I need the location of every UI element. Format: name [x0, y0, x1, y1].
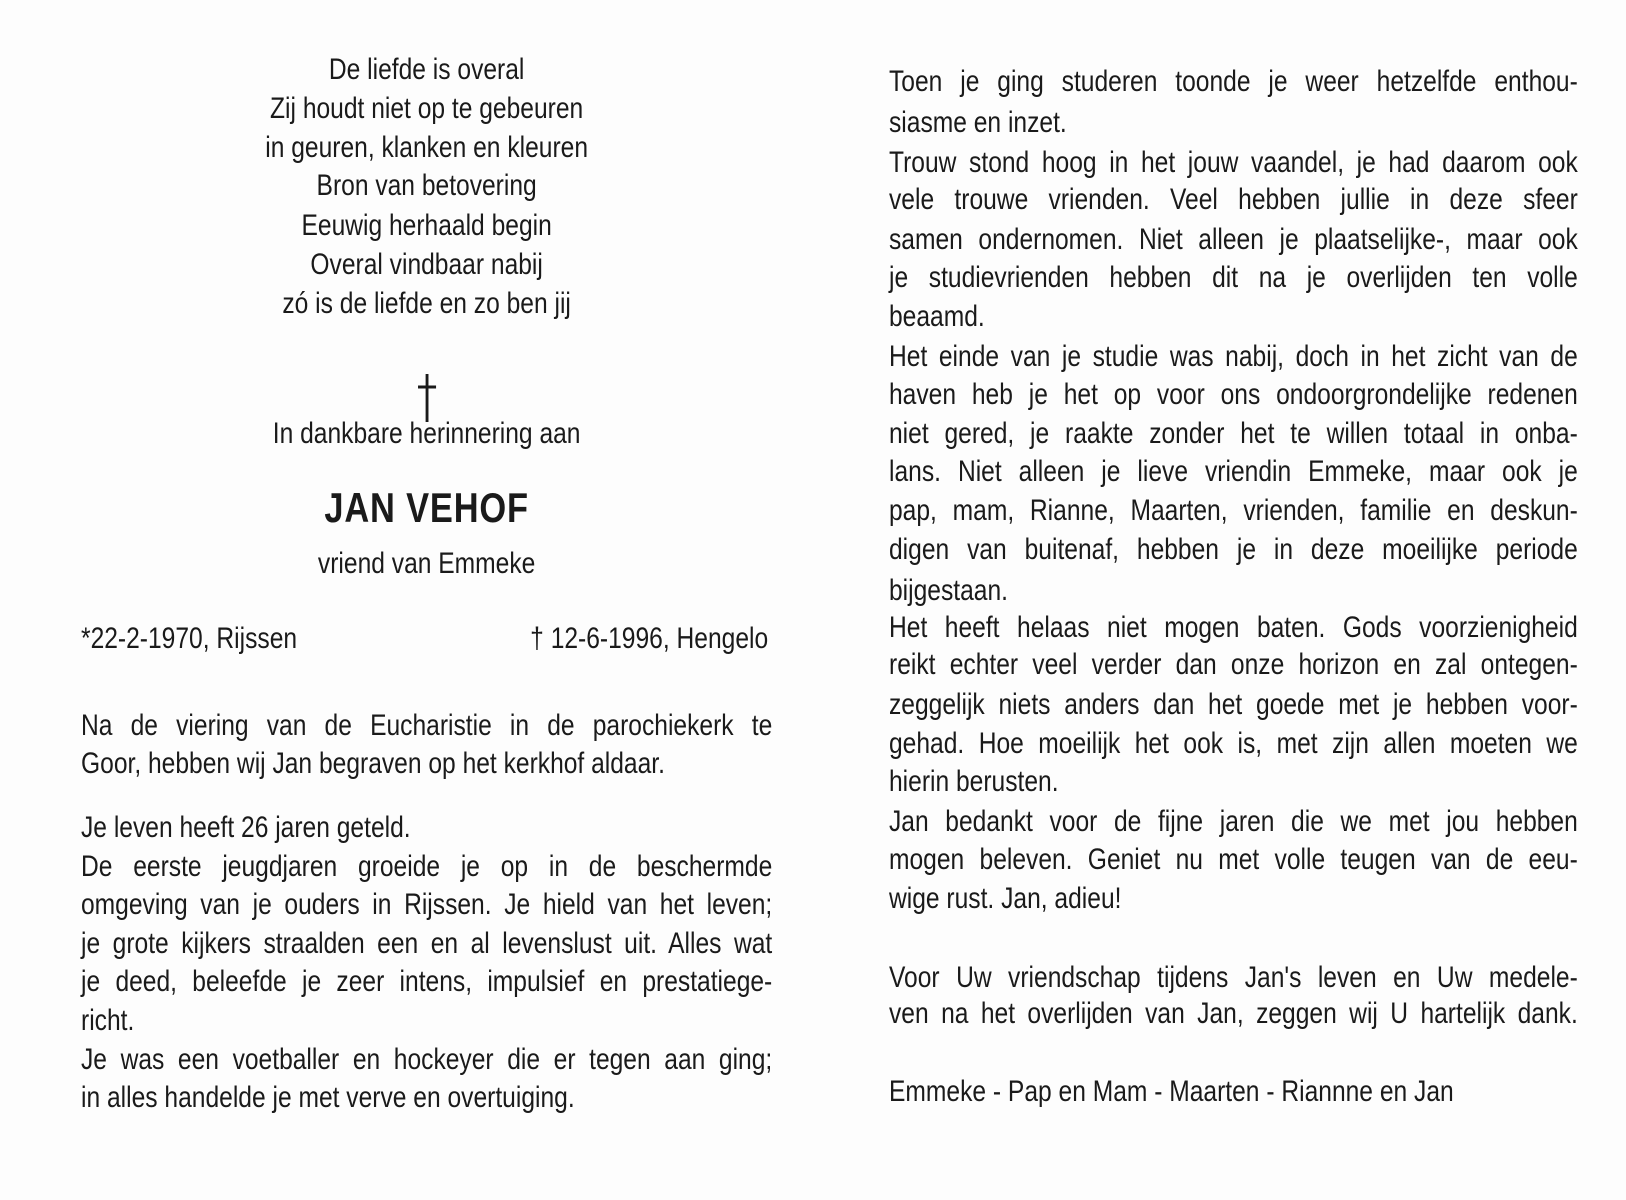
- text-line: gehad. Hoe moeilijk het ook is, met zijn allen moeten we: [889, 727, 1578, 760]
- text-line: mogen beleven. Geniet nu met volle teugen van de eeu-: [889, 843, 1578, 876]
- text-line: haven heb je het op voor ons ondoorgrondelijke redenen: [889, 378, 1578, 411]
- text-line: samen ondernomen. Niet alleen je plaatselijke-, maar ook: [889, 223, 1578, 256]
- poem-line: Bron van betovering: [316, 169, 537, 202]
- text-line: zeggelijk niets anders dan het goede met je hebben voor-: [889, 688, 1578, 721]
- life-dates: [81, 621, 768, 657]
- text-line: in alles handelde je met verve en overtuiging.: [81, 1081, 575, 1114]
- signature-line: Emmeke - Pap en Mam - Maarten - Riannne en Jan: [889, 1075, 1454, 1108]
- text-line: bijgestaan.: [889, 574, 1008, 607]
- thanks-line: ven na het overlijden van Jan, zeggen wij U hartelijk dank.: [889, 997, 1578, 1030]
- text-line: De eerste jeugdjaren groeide je op in de beschermde: [81, 850, 773, 883]
- text-line: richt.: [81, 1004, 135, 1037]
- text-line: Jan bedankt voor de fijne jaren die we met jou hebben: [889, 805, 1578, 838]
- text-line: Trouw stond hoog in het jouw vaandel, je had daarom ook: [889, 146, 1578, 179]
- text-line: Na de viering van de Eucharistie in de parochiekerk te: [81, 709, 773, 742]
- deceased-name: JAN VEHOF: [324, 484, 529, 531]
- poem-line: De liefde is overal: [328, 53, 525, 86]
- text-line: vele trouwe vrienden. Veel hebben jullie in deze sfeer: [889, 183, 1578, 216]
- dedication: In dankbare herinnering aan: [272, 417, 581, 450]
- text-line: niet gered, je raakte zonder het te willen totaal in onba-: [889, 417, 1578, 450]
- text-line: lans. Niet alleen je lieve vriendin Emmeke, maar ook je: [889, 455, 1578, 488]
- text-line: omgeving van je ouders in Rijssen. Je hield van het leven;: [81, 888, 773, 921]
- poem-line: Zij houdt niet op te gebeuren: [270, 92, 584, 125]
- text-line: hierin berusten.: [889, 765, 1059, 798]
- poem-line: zó is de liefde en zo ben jij: [282, 287, 571, 320]
- text-line: reikt echter veel verder dan onze horizon en zal ontegen-: [889, 648, 1578, 681]
- text-line: Het heeft helaas niet mogen baten. Gods voorzienigheid: [889, 611, 1578, 644]
- thanks-line: Voor Uw vriendschap tijdens Jan's leven en Uw medele-: [889, 961, 1578, 994]
- text-line: je deed, beleefde je zeer intens, impulsief en prestatiege-: [81, 965, 773, 998]
- text-line: pap, mam, Rianne, Maarten, vrienden, familie en deskun-: [889, 494, 1578, 527]
- text-line: Goor, hebben wij Jan begraven op het kerkhof aldaar.: [81, 747, 665, 780]
- text-line: wige rust. Jan, adieu!: [889, 882, 1122, 915]
- text-line: siasme en inzet.: [889, 106, 1067, 139]
- birth-date: *22-2-1970, Rijssen: [81, 622, 298, 655]
- text-line: Toen je ging studeren toonde je weer hetzelfde enthou-: [889, 65, 1578, 98]
- text-line: beaamd.: [889, 300, 985, 333]
- poem-line: Overal vindbaar nabij: [310, 248, 543, 281]
- left-column: [81, 0, 772, 1200]
- text-line: digen van buitenaf, hebben je in deze moeilijke periode: [889, 533, 1578, 566]
- text-line: Je leven heeft 26 jaren geteld.: [81, 811, 411, 844]
- poem-line: Eeuwig herhaald begin: [301, 209, 552, 242]
- poem-line: in geuren, klanken en kleuren: [265, 131, 589, 164]
- subtitle: vriend van Emmeke: [317, 547, 536, 580]
- text-line: je studievrienden hebben dit na je overlijden ten volle: [889, 261, 1578, 294]
- text-line: Je was een voetballer en hockeyer die er tegen aan ging;: [81, 1043, 773, 1076]
- text-line: je grote kijkers straalden een en al levenslust uit. Alles wat: [81, 927, 773, 960]
- text-line: Het einde van je studie was nabij, doch in het zicht van de: [889, 340, 1578, 373]
- death-date: † 12-6-1996, Hengelo: [530, 622, 769, 655]
- right-column: [889, 0, 1578, 1200]
